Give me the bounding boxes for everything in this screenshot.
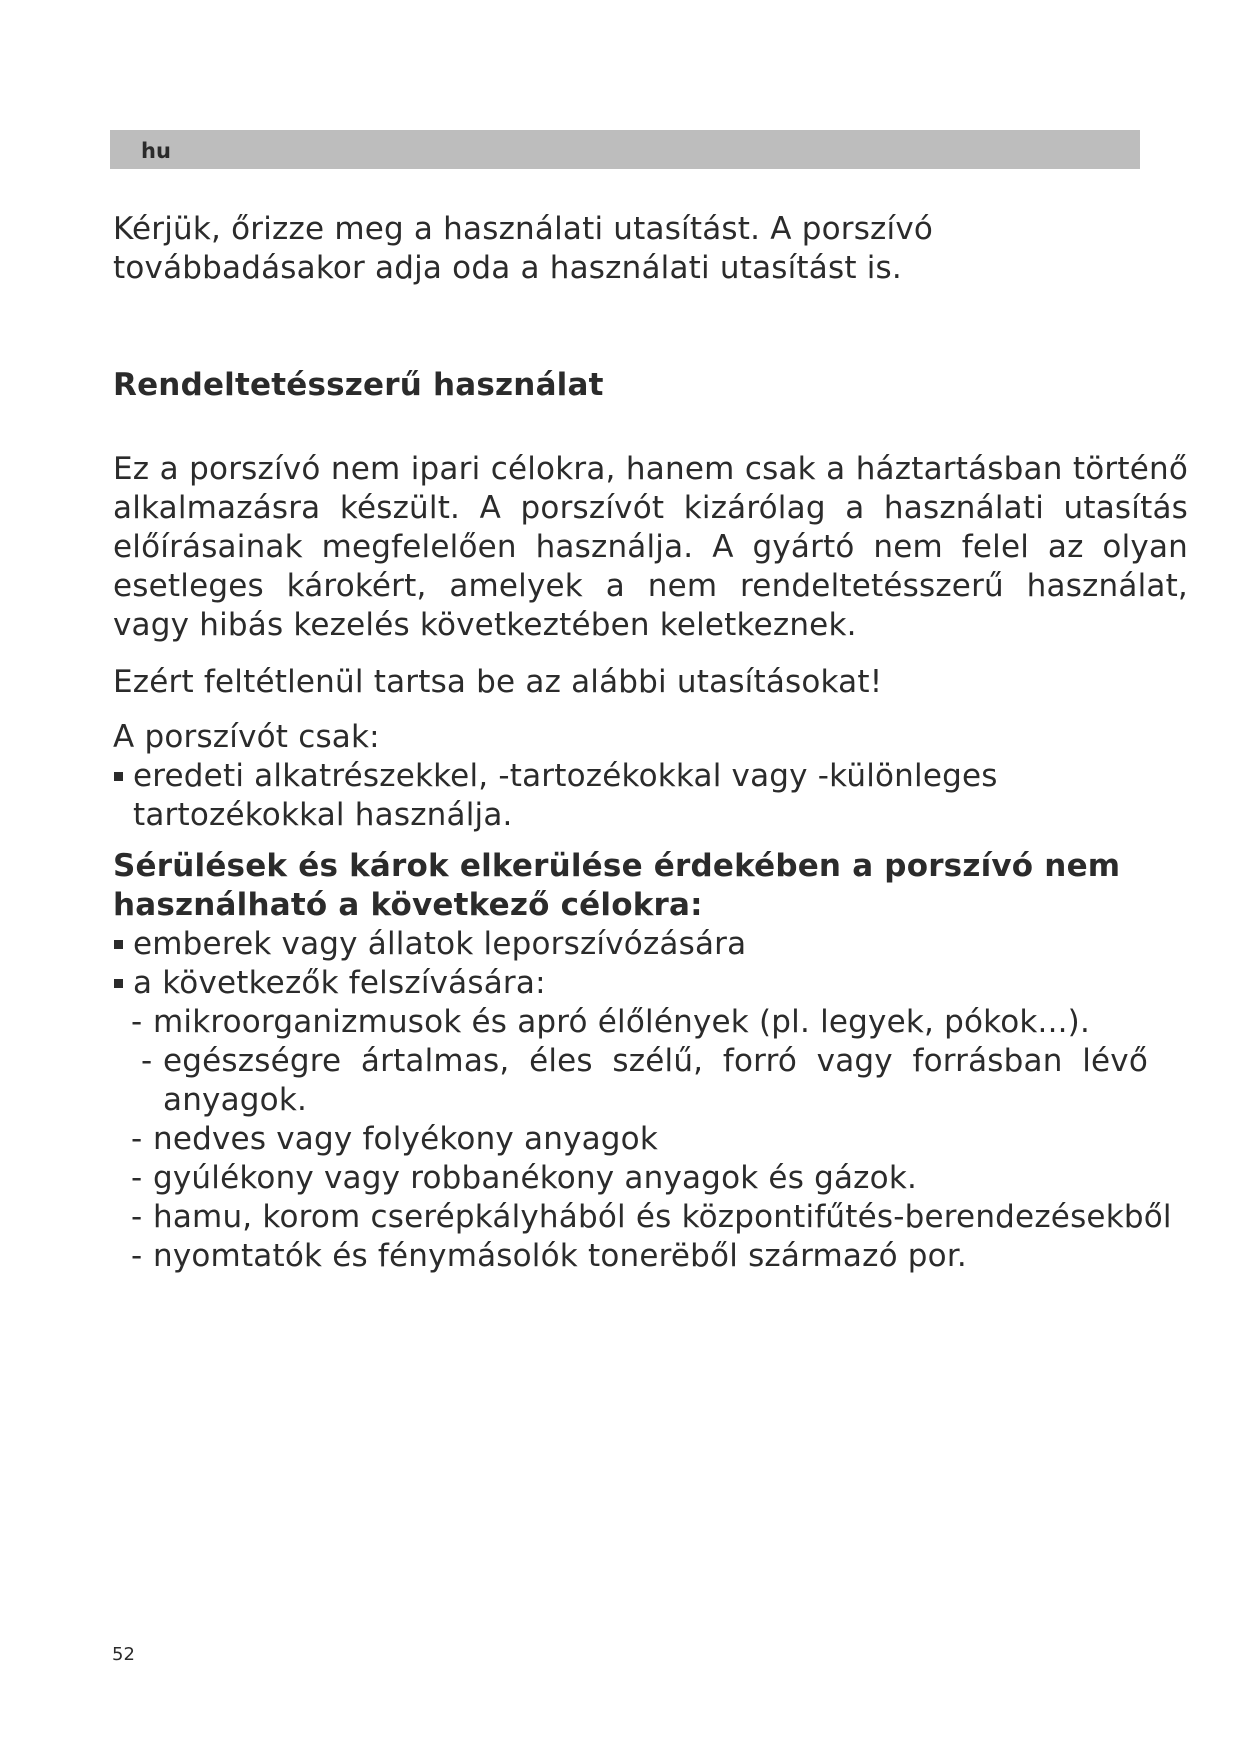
note-paragraph: Ezért feltétlenül tartsa be az alábbi utasításokat! bbox=[113, 664, 883, 700]
language-header-bar bbox=[110, 130, 1140, 169]
sub-list-item-text: nedves vagy folyékony anyagok bbox=[153, 1121, 658, 1157]
intro-paragraph: Kérjük, őrizze meg a használati utasítást. A porszívó továbbadásakor adja oda a használati utasítást is. bbox=[113, 211, 934, 286]
sub-list-item bbox=[113, 1198, 1188, 1237]
list-item bbox=[113, 757, 1188, 835]
list-item bbox=[113, 925, 1188, 964]
page-content bbox=[113, 210, 1188, 1276]
only-with-intro: A porszívót csak: bbox=[113, 719, 380, 755]
language-code: hu bbox=[141, 139, 171, 163]
page-number: 52 bbox=[112, 1644, 135, 1665]
list-item bbox=[113, 964, 1188, 1003]
sub-list-item bbox=[113, 1003, 1188, 1042]
list-item-text: emberek vagy állatok leporszívózására bbox=[133, 926, 747, 962]
section-heading: Rendeltetésszerű használat bbox=[113, 367, 604, 403]
sub-list-item bbox=[113, 1042, 1188, 1120]
sub-list-item bbox=[113, 1237, 1188, 1276]
sub-list-item-text: gyúlékony vagy robbanékony anyagok és gázok. bbox=[153, 1160, 918, 1196]
warning-heading: Sérülések és károk elkerülése érdekében a porszívó nem használható a következő célokra: bbox=[113, 848, 1121, 923]
sub-list-item bbox=[113, 1159, 1188, 1198]
sub-list-item bbox=[113, 1120, 1188, 1159]
sub-list-item-text: hamu, korom cserépkályhából és központifűtés-berendezésekből bbox=[153, 1199, 1172, 1235]
list-item-text: a következők felszívására: bbox=[133, 965, 546, 1001]
purpose-paragraph: Ez a porszívó nem ipari célokra, hanem csak a háztartásban történő alkalmazásra készült. A porszívót kizárólag a használati utasítás előírásainak megfelelően használja. A gyártó nem felel az olyan esetleges károkért, amelyek a nem rendeltetésszerű használat, vagy hibás kezelés következtében keletkeznek. bbox=[113, 451, 1188, 643]
sub-list-item-text: mikroorganizmusok és apró élőlények (pl. legyek, pókok...). bbox=[153, 1004, 1091, 1040]
sub-list-item-text: egészségre ártalmas, éles szélű, forró vagy forrásban lévő anyagok. bbox=[163, 1043, 1148, 1118]
list-item-text: eredeti alkatrészekkel, -tartozékokkal vagy -különleges tartozékokkal használja. bbox=[133, 758, 998, 833]
sub-list-item-text: nyomtatók és fénymásolók tonerëből származó por. bbox=[153, 1238, 967, 1274]
